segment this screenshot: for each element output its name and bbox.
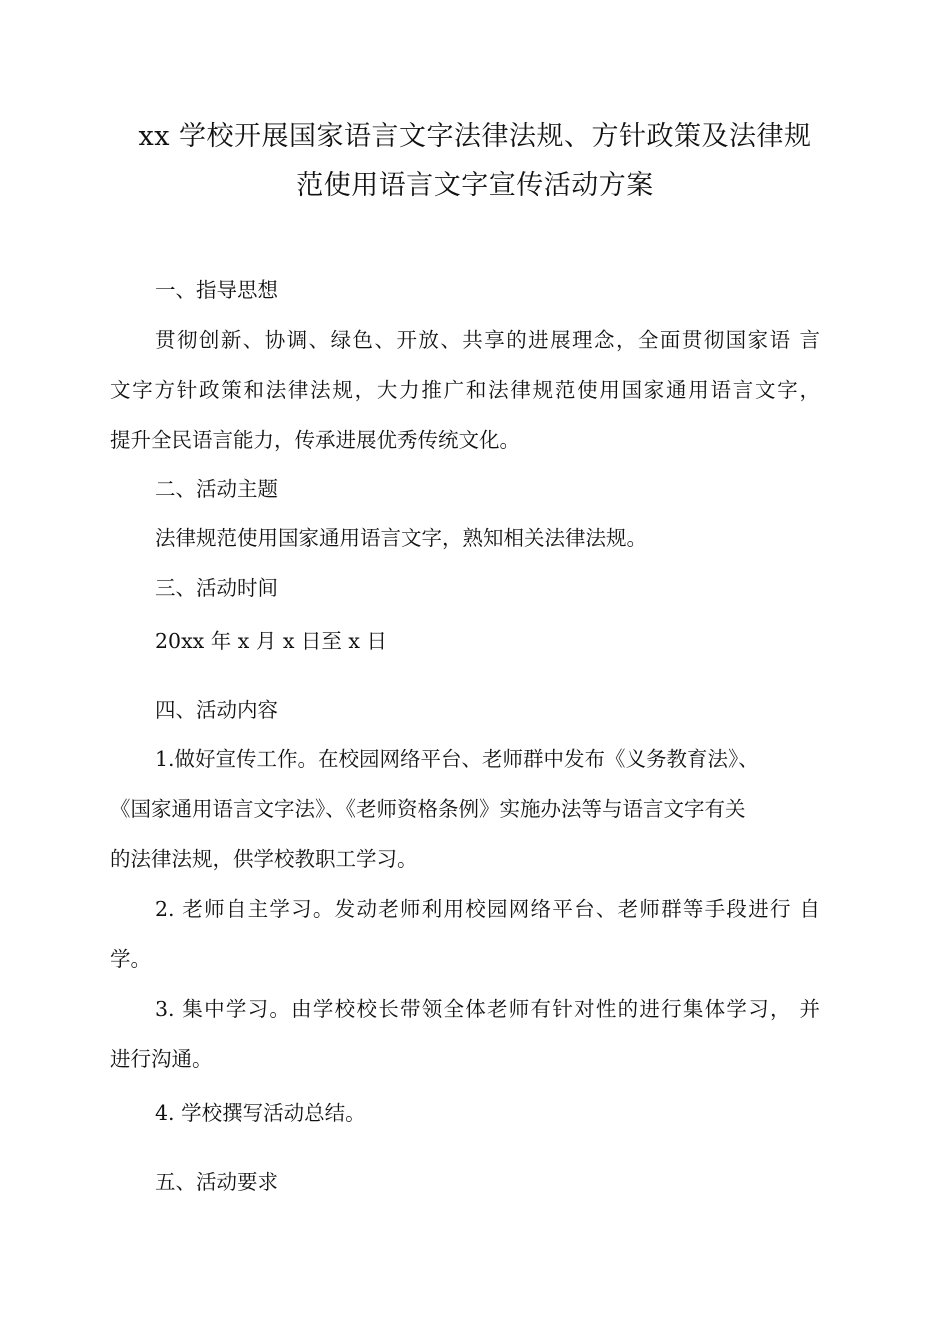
document-title-line-1: xx 学校开展国家语言文字法律法规、方针政策及法律规 <box>138 121 812 152</box>
section-heading-activity-time: 三、活动时间 <box>155 576 278 600</box>
section-heading-guiding-ideology: 一、指导思想 <box>155 278 278 302</box>
paragraph-line: 提升全民语言能力，传承进展优秀传统文化。 <box>110 428 520 452</box>
document-title-line-2: 范使用语言文字宣传活动方案 <box>296 170 654 201</box>
paragraph-line: 贯彻创新、协调、绿色、开放、共享的进展理念，全面贯彻国家语 言 <box>155 328 820 352</box>
paragraph-line: 文字方针政策和法律法规，大力推广和法律规范使用国家通用语言文字， <box>110 378 820 402</box>
list-item-line: 学。 <box>110 947 151 971</box>
list-item-line: 3. 集中学习。由学校校长带领全体老师有针对性的进行集体学习， 并 <box>155 997 820 1021</box>
list-item-line: 1.做好宣传工作。在校园网络平台、老师群中发布《义务教育法》、 <box>155 747 759 771</box>
section-heading-activity-content: 四、活动内容 <box>155 698 278 722</box>
section-heading-activity-theme: 二、活动主题 <box>155 477 278 501</box>
list-item-line: 4. 学校撰写活动总结。 <box>155 1101 366 1125</box>
list-item-line: 进行沟通。 <box>110 1047 213 1071</box>
list-item-line: 2. 老师自主学习。发动老师利用校园网络平台、老师群等手段进行 自 <box>155 897 820 921</box>
list-item-line: 《国家通用语言文字法》、《老师资格条例》实施办法等与语言文字有关 <box>110 797 746 821</box>
section-heading-activity-requirements: 五、活动要求 <box>155 1170 278 1194</box>
paragraph-line: 法律规范使用国家通用语言文字，熟知相关法律法规。 <box>155 526 647 550</box>
paragraph-line: 20xx 年 x 月 x 日至 x 日 <box>155 629 388 653</box>
list-item-line: 的法律法规，供学校教职工学习。 <box>110 847 418 871</box>
